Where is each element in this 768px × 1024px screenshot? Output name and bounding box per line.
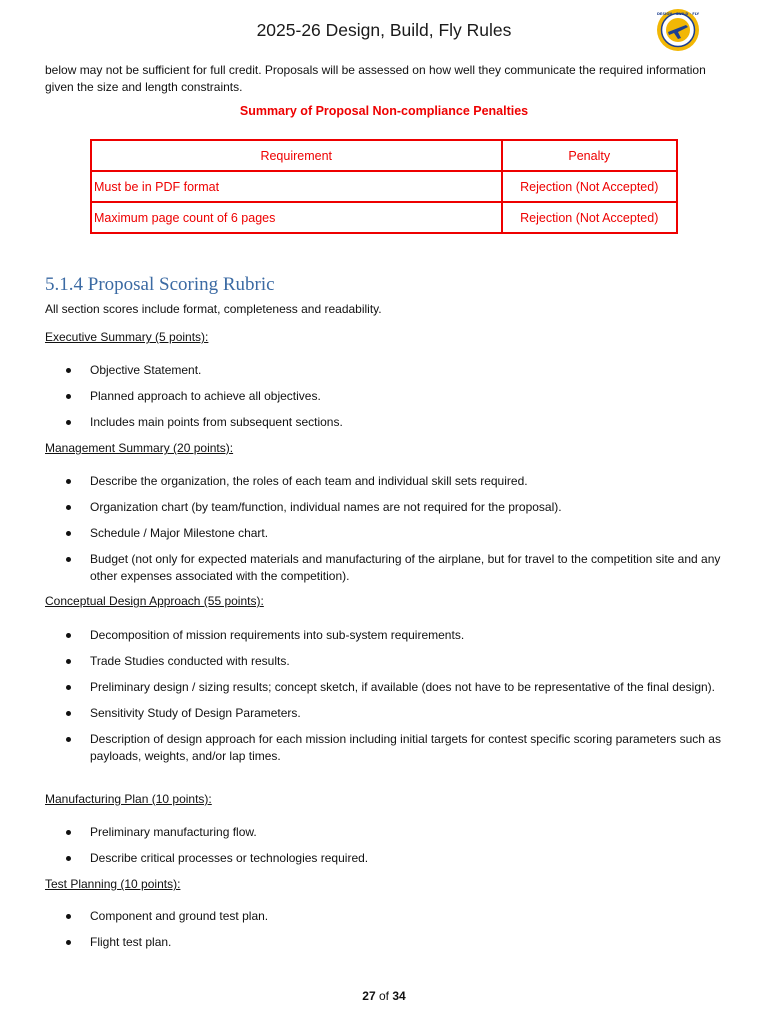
bullet-list [66,473,726,594]
list-item: Budget (not only for expected materials and manufacturing of the airplane, but for travel to the competition site and any other expenses associated with the competition). [66,551,726,585]
dbf-logo [656,8,700,52]
subsection-title: Executive Summary (5 points): [45,330,209,344]
current-page: 27 [362,989,376,1003]
list-item: Flight test plan. [66,934,726,951]
subsection-title: Test Planning (10 points): [45,877,181,891]
subsection-title: Management Summary (20 points): [45,441,234,455]
bullet-icon [66,531,71,536]
bullet-icon [66,420,71,425]
bullet-list [66,362,726,440]
penalty-table-title: Summary of Proposal Non-compliance Penalties [239,104,529,118]
list-item: Description of design approach for each mission including initial targets for contest specific scoring parameters such as payloads, weights, and/or lap times. [66,731,726,765]
list-item: Preliminary design / sizing results; concept sketch, if available (does not have to be representative of the final design). [66,679,726,696]
section-heading: 5.1.4 Proposal Scoring Rubric [45,274,275,295]
column-header-penalty: Penalty [502,140,678,171]
bullet-icon [66,737,71,742]
penalty-cell: Rejection (Not Accepted) [502,171,678,202]
total-pages: 34 [392,989,406,1003]
bullet-icon [66,685,71,690]
bullet-list [66,824,726,876]
list-item: Describe critical processes or technologies required. [66,850,726,867]
page-of-label: of [378,989,389,1003]
bullet-list [66,908,726,960]
list-item: Includes main points from subsequent sections. [66,414,726,431]
list-item: Sensitivity Study of Design Parameters. [66,705,726,722]
list-item: Objective Statement. [66,362,726,379]
table-header-row [91,140,677,171]
bullet-icon [66,659,71,664]
list-item: Trade Studies conducted with results. [66,653,726,670]
penalty-cell: Rejection (Not Accepted) [502,202,678,233]
page-number [0,989,768,1003]
bullet-icon [66,633,71,638]
subsection-title: Manufacturing Plan (10 points): [45,792,212,806]
bullet-icon [66,830,71,835]
bullet-icon [66,914,71,919]
bullet-icon [66,368,71,373]
bullet-icon [66,940,71,945]
svg-text:DESIGN · BUILD · FLY: DESIGN · BUILD · FLY [656,11,700,16]
list-item: Planned approach to achieve all objectives. [66,388,726,405]
bullet-icon [66,711,71,716]
requirement-cell: Maximum page count of 6 pages [91,202,502,233]
bullet-icon [66,557,71,562]
bullet-icon [66,505,71,510]
table-row [91,171,677,202]
list-item: Describe the organization, the roles of each team and individual skill sets required. [66,473,726,490]
intro-paragraph: below may not be sufficient for full credit. Proposals will be assessed on how well they communicate the required information given the size and length constraints. [45,63,706,94]
bullet-list [66,627,726,774]
list-item: Preliminary manufacturing flow. [66,824,726,841]
list-item: Organization chart (by team/function, individual names are not required for the proposal). [66,499,726,516]
document-title: 2025-26 Design, Build, Fly Rules [256,20,512,40]
table-row [91,202,677,233]
column-header-requirement: Requirement [91,140,502,171]
bullet-icon [66,479,71,484]
list-item: Component and ground test plan. [66,908,726,925]
bullet-icon [66,856,71,861]
subsection-title: Conceptual Design Approach (55 points): [45,594,264,608]
rubric-intro: All section scores include format, completeness and readability. [45,302,382,316]
bullet-icon [66,394,71,399]
requirement-cell: Must be in PDF format [91,171,502,202]
list-item: Decomposition of mission requirements into sub-system requirements. [66,627,726,644]
list-item: Schedule / Major Milestone chart. [66,525,726,542]
penalty-table [90,139,678,234]
